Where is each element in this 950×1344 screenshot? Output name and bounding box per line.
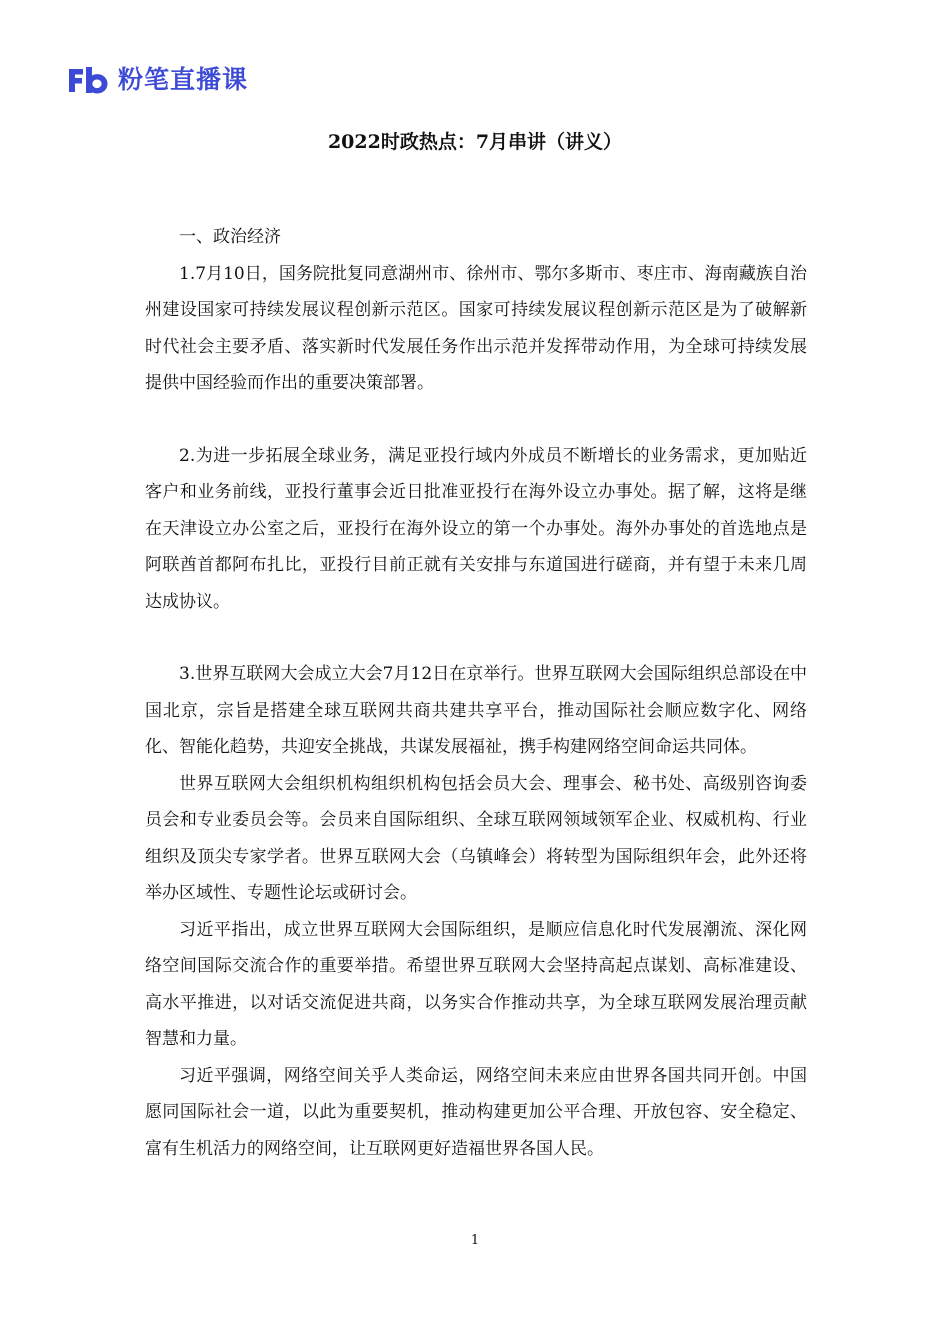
- paragraph-item-3-emphasis: 习近平强调，网络空间关乎人类命运，网络空间未来应由世界各国共同开创。中国愿同国际社会一道，以此为重要契机，推动构建更加公平合理、开放包容、安全稳定、富有生机活力的网络空间，让互联网更好造福世界各国人民。: [145, 1065, 807, 1159]
- page-number: 1: [470, 1233, 480, 1248]
- document-title: 2022时政热点：7月串讲（讲义）: [327, 131, 623, 153]
- section-heading: 一、政治经济: [179, 227, 281, 247]
- brand-logo: [66, 62, 248, 98]
- paragraph-item-3-remarks: 习近平指出，成立世界互联网大会国际组织，是顺应信息化时代发展潮流、深化网络空间国际交流合作的重要举措。希望世界互联网大会坚持高起点谋划、高标准建设、高水平推进，以对话交流促进共商，以务实合作推动共享，为全球互联网发展治理贡献智慧和力量。: [145, 919, 807, 1049]
- paragraph-item-3-organization: 世界互联网大会组织机构组织机构包括会员大会、理事会、秘书处、高级别咨询委员会和专业委员会等。会员来自国际组织、全球互联网领域领军企业、权威机构、行业组织及顶尖专家学者。世界互联网大会（乌镇峰会）将转型为国际组织年会，此外还将举办区域性、专题性论坛或研讨会。: [145, 773, 807, 903]
- brand-name: 粉笔直播课: [118, 65, 249, 94]
- paragraph-item-2: 2.为进一步拓展全球业务，满足亚投行域内外成员不断增长的业务需求，更加贴近客户和业务前线，亚投行董事会近日批准亚投行在海外设立办事处。据了解，这将是继在天津设立办公室之后，亚投行在海外设立的第一个办事处。海外办事处的首选地点是阿联酋首都阿布扎比，亚投行目前正就有关安排与东道国进行磋商，并有望于未来几周达成协议。: [145, 445, 807, 612]
- paragraph-item-3: 3.世界互联网大会成立大会7月12日在京举行。世界互联网大会国际组织总部设在中国北京，宗旨是搭建全球互联网共商共建共享平台，推动国际社会顺应数字化、网络化、智能化趋势，共迎安全挑战，共谋发展福祉，携手构建网络空间命运共同体。: [145, 664, 807, 757]
- document-body: [145, 219, 807, 1167]
- fb-logo-icon: [66, 65, 110, 95]
- paragraph-item-1: 1.7月10日，国务院批复同意湖州市、徐州市、鄂尔多斯市、枣庄市、海南藏族自治州建设国家可持续发展议程创新示范区。国家可持续发展议程创新示范区是为了破解新时代社会主要矛盾、落实新时代发展任务作出示范并发挥带动作用，为全球可持续发展提供中国经验而作出的重要决策部署。: [145, 263, 807, 393]
